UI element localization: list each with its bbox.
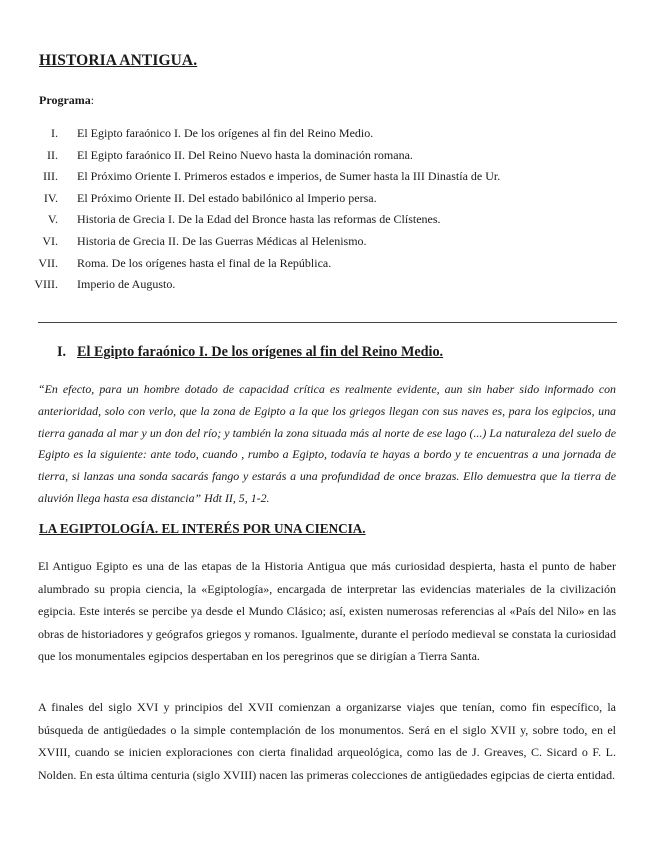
program-item-number: I. (51, 126, 58, 140)
program-item-text: Historia de Grecia II. De las Guerras Médicas al Helenismo. (77, 233, 367, 248)
program-item (0, 255, 655, 277)
program-item (0, 190, 655, 212)
program-item-text: El Próximo Oriente I. Primeros estados e imperios, de Sumer hasta la III Dinastía de Ur. (77, 169, 501, 184)
program-item-number: IV. (43, 190, 58, 205)
program-item-text: El Egipto faraónico II. Del Reino Nuevo hasta la dominación romana. (77, 147, 413, 162)
section-number: I. (57, 344, 67, 360)
program-item (0, 125, 655, 147)
document-title: HISTORIA ANTIGUA. (39, 52, 198, 69)
program-item-number: VI. (42, 233, 58, 248)
section-divider (38, 322, 617, 323)
body-paragraph: A finales del siglo XVI y principios del XVII comienzan a organizarse viajes que tenían, como fin específico, la búsqueda de antigüedades o la simple contemplación de los monumentos. Será en el siglo XVII y, sobre todo, en el XVIII, cuando se inicien exploraciones con cierta finalidad arqueológica, como las de J. Greaves, C. Sicard o F. L. Nolden. En esta última centuria (siglo XVIII) nacen las primeras colecciones de antigüedades egipcias de cierta entidad. (38, 700, 616, 782)
section-subheading: LA EGIPTOLOGÍA. EL INTERÉS POR UNA CIENCIA. (39, 521, 366, 536)
program-item-number: II. (47, 147, 58, 162)
program-item-number: VIII. (34, 277, 58, 292)
programa-label (39, 93, 94, 108)
program-item-text: El Próximo Oriente II. Del estado babilónico al Imperio persa. (77, 190, 377, 205)
programa-label-text: Programa (39, 93, 91, 107)
body-paragraph: El Antiguo Egipto es una de las etapas de la Historia Antigua que más curiosidad despierta, hasta el punto de haber alumbrado su propia ciencia, la «Egiptología», encargada de interpretar las evidencias materiales de la civilización egipcia. Este interés se percibe ya desde el Mundo Clásico; así, existen numerosas referencias al «País del Nilo» en las obras de historiadores y geógrafos griegos y romanos. Igualmente, durante el período medieval se constata la curiosidad que los monumentales egipcios despertaban en los peregrinos que se dirigían a Tierra Santa. (38, 559, 616, 664)
section-title-text: El Egipto faraónico I. De los orígenes al fin del Reino Medio. (77, 344, 444, 360)
program-item-text: El Egipto faraónico I. De los orígenes al fin del Reino Medio. (77, 126, 374, 140)
programa-colon: : (90, 93, 95, 107)
program-item (0, 211, 655, 233)
program-item (0, 168, 655, 190)
herodotus-quote: “En efecto, para un hombre dotado de capacidad crítica es realmente evidente, aun sin haber sido informado con anterioridad, solo con verlo, que la zona de Egipto a la que los griegos llegan con sus naves es, para los egipcios, una tierra ganada al mar y un don del río; y también la zona situada más al norte de ese lago (...) La naturaleza del suelo de Egipto es la siguiente: ante todo, cuando , rumbo a Egipto, todavía te hayas a bordo y te encuentras a una jornada de tierra, si lanzas una sonda sacarás fango y estarás a una profundidad de once brazas. Ello demuestra que la tierra de aluvión llega hasta esa distancia” Hdt II, 5, 1-2. (38, 382, 616, 505)
program-item (0, 276, 655, 298)
program-item (0, 147, 655, 169)
program-item-number: V. (47, 212, 58, 227)
program-item-number: III. (43, 169, 58, 184)
program-item-text: Imperio de Augusto. (77, 277, 176, 292)
program-item (0, 233, 655, 255)
program-list (0, 125, 655, 298)
section-title (57, 344, 443, 361)
program-item-number: VII. (38, 255, 58, 270)
program-item-text: Roma. De los orígenes hasta el final de la República. (77, 255, 332, 270)
program-item-text: Historia de Grecia I. De la Edad del Bronce hasta las reformas de Clístenes. (77, 212, 441, 227)
